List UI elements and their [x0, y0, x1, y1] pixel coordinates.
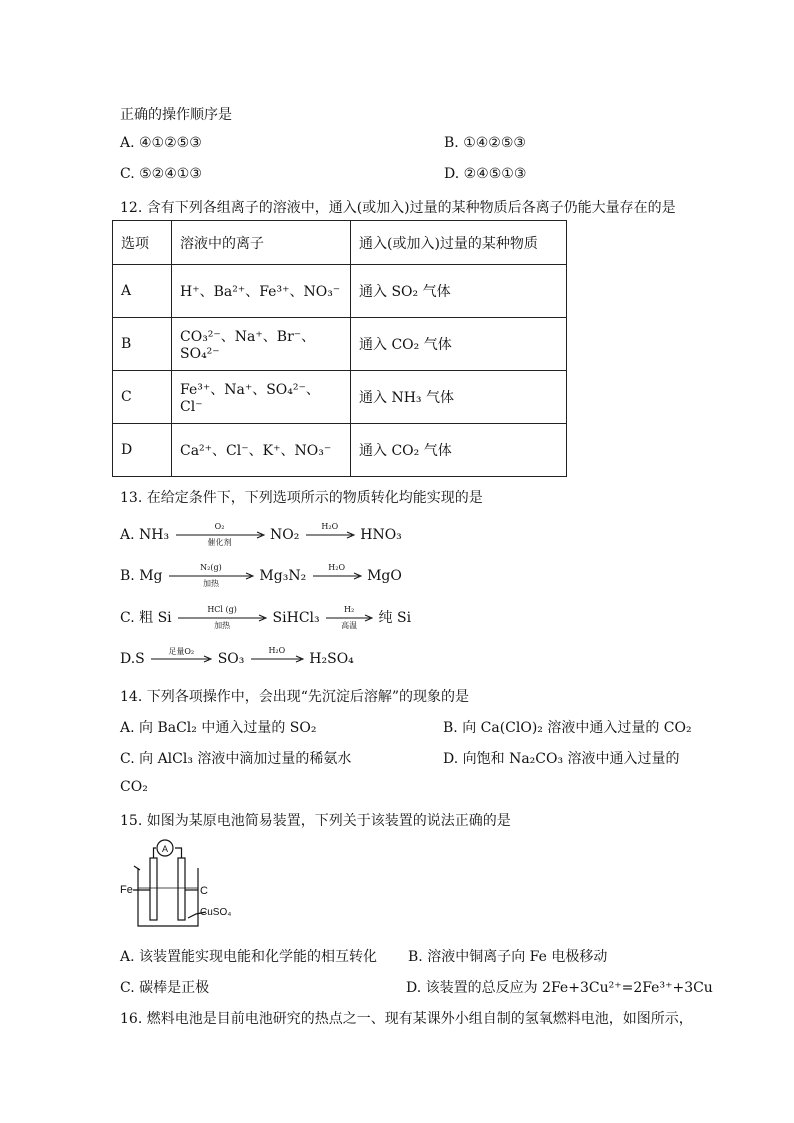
q12-stem: 12. 含有下列各组离子的溶液中，通入(或加入)过量的某种物质后各离子仍能大量存在的是 [120, 200, 676, 216]
row-ions: CO₃²⁻、Na⁺、Br⁻、SO₄²⁻ [172, 318, 351, 371]
header-substance: 通入(或加入)过量的某种物质 [351, 221, 567, 265]
q15-option-c: C. 碳棒是正极 [120, 980, 210, 996]
product: 纯 Si [378, 610, 412, 626]
intermediate: NO₂ [270, 527, 300, 543]
q15-option-b: B. 溶液中铜离子向 Fe 电极移动 [408, 949, 608, 965]
arrow-condition-top: H₂O [321, 522, 339, 531]
arrow-condition-top: O₂ [214, 522, 225, 531]
intro-text: 正确的操作顺序是 [120, 107, 232, 123]
row-ions: H⁺、Ba²⁺、Fe³⁺、NO₃⁻ [172, 265, 351, 318]
arrow-condition-bottom: 催化剂 [207, 538, 232, 547]
table-header-row [113, 221, 567, 265]
row-option: A [113, 265, 172, 318]
q13-stem: 13. 在给定条件下，下列选项所示的物质转化均能实现的是 [120, 490, 483, 506]
product: HNO₃ [360, 527, 402, 543]
row-ions: Fe³⁺、Na⁺、SO₄²⁻、Cl⁻ [172, 371, 351, 424]
arrow-condition-top: 足量O₂ [168, 647, 195, 656]
arrow-condition-top: H₂O [268, 646, 286, 655]
row-substance: 通入 NH₃ 气体 [351, 371, 567, 424]
row-substance: 通入 CO₂ 气体 [351, 318, 567, 371]
arrow-condition-bottom: 加热 [202, 579, 219, 588]
electrode-left-label: Fe [120, 884, 133, 896]
reaction-arrow [324, 607, 374, 629]
arrow-condition-top: HCl (g) [207, 605, 237, 614]
ammeter-label: A [162, 844, 169, 854]
q13-option-d [120, 648, 354, 670]
reactant: A. NH₃ [120, 527, 170, 543]
table-row [113, 265, 567, 318]
solution-label: CuSO₄ [200, 907, 232, 918]
q11-option-b: B. ①④②⑤③ [444, 135, 526, 151]
row-ions: Ca²⁺、Cl⁻、K⁺、NO₃⁻ [172, 424, 351, 477]
reaction-arrow [311, 565, 363, 587]
q15-option-a: A. 该装置能实现电能和化学能的相互转化 [120, 949, 378, 965]
row-substance: 通入 CO₂ 气体 [351, 424, 567, 477]
q12-table [112, 220, 567, 477]
arrow-condition-top: H₂O [328, 563, 346, 572]
q11-option-c: C. ⑤②④①③ [120, 166, 202, 182]
galvanic-cell-diagram [118, 838, 248, 933]
reaction-arrow [174, 524, 266, 546]
q13-option-b [120, 565, 402, 587]
q14-option-b: B. 向 Ca(ClO)₂ 溶液中通入过量的 CO₂ [443, 720, 692, 736]
q15-stem: 15. 如图为某原电池简易装置，下列关于该装置的说法正确的是 [120, 813, 511, 829]
row-option: B [113, 318, 172, 371]
row-option: C [113, 371, 172, 424]
q14-option-a: A. 向 BaCl₂ 中通入过量的 SO₂ [120, 720, 317, 736]
reaction-arrow [304, 524, 356, 546]
q13-option-a [120, 524, 402, 546]
intermediate: SO₃ [217, 651, 245, 667]
q14-option-d: D. 向饱和 Na₂CO₃ 溶液中通入过量的 [443, 751, 680, 767]
product: MgO [367, 568, 402, 584]
header-ions: 溶液中的离子 [172, 221, 351, 265]
reaction-arrow [176, 607, 268, 629]
q16-stem: 16. 燃料电池是目前电池研究的热点之一、现有某课外小组自制的氢氧燃料电池，如图所示， [120, 1011, 693, 1027]
reactant: B. Mg [120, 568, 163, 584]
q14-option-d-cont: CO₂ [120, 779, 148, 795]
reactant: C. 粗 Si [120, 610, 172, 626]
intermediate: SiHCl₃ [272, 610, 320, 626]
arrow-condition-bottom: 加热 [214, 621, 231, 630]
table-row [113, 318, 567, 371]
q15-option-d: D. 该装置的总反应为 2Fe+3Cu²⁺=2Fe³⁺+3Cu [406, 980, 713, 996]
arrow-condition-bottom: 高温 [341, 621, 358, 630]
arrow-condition-top: N₂(g) [200, 563, 222, 572]
electrode-right-label: C [200, 885, 208, 897]
reaction-arrow [249, 648, 305, 670]
reaction-arrow [167, 565, 255, 587]
q11-option-a: A. ④①②⑤③ [120, 135, 202, 151]
intermediate: Mg₃N₂ [259, 568, 307, 584]
q11-option-d: D. ②④⑤①③ [444, 166, 527, 182]
q14-option-c: C. 向 AlCl₃ 溶液中滴加过量的稀氨水 [120, 751, 352, 767]
q14-stem: 14. 下列各项操作中，会出现“先沉淀后溶解”的现象的是 [120, 689, 470, 705]
reaction-arrow [149, 648, 213, 670]
reactant: D.S [120, 651, 145, 667]
row-substance: 通入 SO₂ 气体 [351, 265, 567, 318]
q13-option-c [120, 607, 411, 629]
arrow-condition-top: H₂ [344, 605, 355, 614]
table-row [113, 424, 567, 477]
header-option: 选项 [113, 221, 172, 265]
table-row [113, 371, 567, 424]
product: H₂SO₄ [309, 651, 354, 667]
row-option: D [113, 424, 172, 477]
